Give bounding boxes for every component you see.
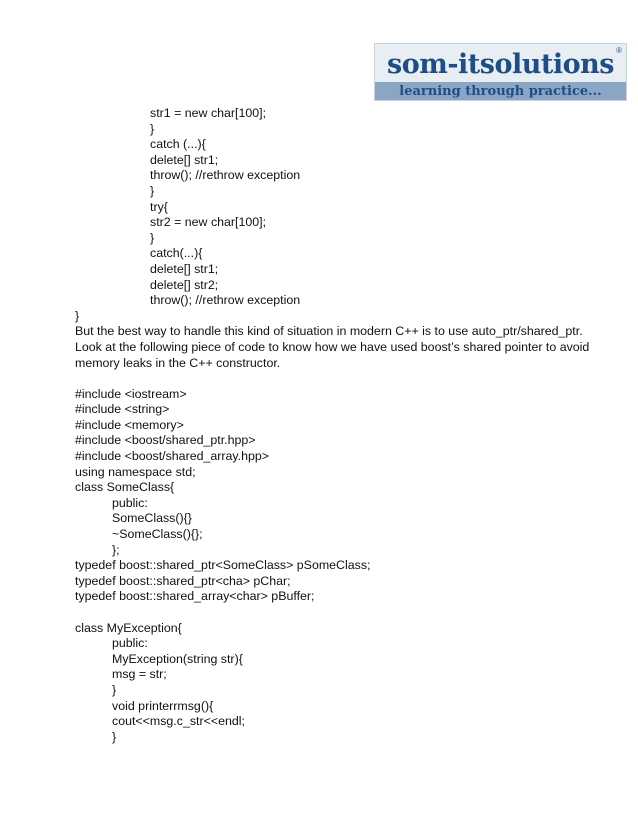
text-line: delete[] str1;: [150, 261, 219, 276]
text-line: msg = str;: [112, 667, 167, 682]
text-line: delete[] str2;: [150, 277, 219, 292]
text-line: }: [112, 682, 117, 697]
text-line: SomeClass(){}: [112, 511, 192, 526]
text-line: typedef boost::shared_ptr<SomeClass> pSomeClass;: [75, 558, 371, 573]
text-line: delete[] str1;: [150, 152, 219, 167]
registered-mark: ®: [616, 46, 622, 55]
text-line: using namespace std;: [75, 464, 196, 479]
text-line: MyException(string str){: [112, 651, 243, 666]
text-line: }: [150, 121, 155, 136]
text-line: public:: [112, 636, 148, 651]
blank-line: [75, 605, 575, 621]
text-line: str1 = new char[100];: [150, 106, 267, 120]
text-line: try{: [150, 199, 168, 214]
text-line: class SomeClass{: [75, 480, 175, 495]
text-line: catch(...){: [150, 246, 203, 261]
text-line: typedef boost::shared_ptr<cha> pChar;: [75, 573, 291, 588]
text-line: #include <iostream>: [75, 386, 187, 401]
text-line: str2 = new char[100];: [150, 215, 267, 230]
text-line: Look at the following piece of code to know how we have used boost’s shared pointer to avoid: [75, 339, 590, 354]
text-line: typedef boost::shared_array<char> pBuffer;: [75, 589, 315, 604]
text-line: memory leaks in the C++ constructor.: [75, 355, 281, 370]
text-line: }: [75, 308, 80, 323]
text-line: };: [112, 542, 120, 557]
text-line: #include <string>: [75, 402, 170, 417]
text-line: public:: [112, 495, 148, 510]
text-line: ~SomeClass(){};: [112, 527, 203, 542]
text-line: throw(); //rethrow exception: [150, 168, 301, 183]
text-line: }: [112, 729, 117, 744]
text-line: }: [150, 230, 155, 245]
text-line: }: [150, 183, 155, 198]
text-line: void printerrmsg(){: [112, 698, 214, 713]
text-line: #include <memory>: [75, 417, 184, 432]
text-line: #include <boost/shared_array.hpp>: [75, 449, 270, 464]
text-line: #include <boost/shared_ptr.hpp>: [75, 433, 256, 448]
text-line: throw(); //rethrow exception: [150, 293, 301, 308]
blank-line: [75, 371, 575, 387]
text-line: cout<<msg.c_str<<endl;: [112, 714, 245, 729]
logo-title: som-itsolutions: [387, 49, 614, 80]
logo-tagline: learning through practice...: [375, 82, 626, 101]
text-line: catch (...){: [150, 137, 206, 152]
text-line: But the best way to handle this kind of situation in modern C++ is to use auto_ptr/shared_ptr.: [75, 324, 583, 339]
text-line: class MyException{: [75, 620, 182, 635]
document-body: [75, 106, 590, 745]
company-logo: [374, 43, 627, 101]
